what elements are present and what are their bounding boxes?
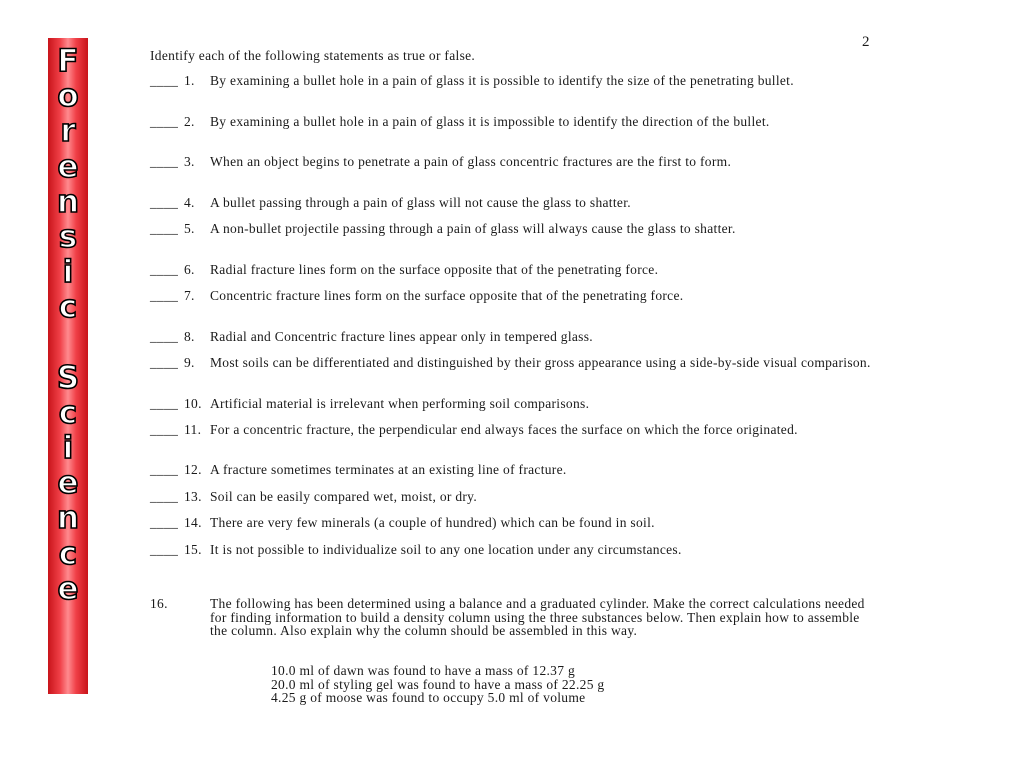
question-number: 14. (184, 515, 202, 530)
answer-blank[interactable]: ____ (150, 462, 179, 477)
question-item (150, 330, 880, 344)
question-text: The following has been determined using a balance and a graduated cylinder. Make the correct calculations needed for finding information to build a density column using the three substances below. Then explain how to assemble the column. Also explain why the column should be assembled in this way. (210, 596, 865, 638)
answer-blank[interactable]: ____ (150, 542, 179, 557)
question-item (150, 516, 880, 530)
banner-letter: e (57, 570, 79, 607)
question-number: 7. (184, 288, 195, 303)
question-text: By examining a bullet hole in a pain of glass it is possible to identify the size of the penetrating bullet. (210, 73, 794, 88)
question-text: Artificial material is irrelevant when performing soil comparisons. (210, 396, 590, 411)
question-number: 8. (184, 329, 195, 344)
question-text: It is not possible to individualize soil to any one location under any circumstances. (210, 542, 682, 557)
question-item (150, 222, 880, 236)
question-item (150, 115, 880, 129)
banner-letter: i (62, 430, 74, 467)
question-number: 2. (184, 114, 195, 129)
question-item (150, 263, 880, 277)
question-text: By examining a bullet hole in a pain of glass it is impossible to identify the direction of the bullet. (210, 114, 770, 129)
question-text: For a concentric fracture, the perpendicular end always faces the surface on which the force originated. (210, 422, 798, 437)
question-item (150, 196, 880, 210)
banner-letter: c (58, 289, 78, 326)
answer-blank[interactable]: ____ (150, 154, 179, 169)
banner-letter: e (57, 148, 79, 185)
banner-letter: c (58, 394, 78, 431)
question-item (150, 74, 880, 88)
instructions: Identify each of the following statements as true or false. (150, 48, 476, 63)
banner-letter: r (60, 113, 76, 150)
question-item (150, 356, 880, 370)
question-text: Most soils can be differentiated and distinguished by their gross appearance using a side-by-side visual comparison. (210, 355, 871, 370)
banner-letter: c (58, 535, 78, 572)
answer-blank[interactable]: ____ (150, 422, 179, 437)
question-item (150, 490, 880, 504)
question-text: A non-bullet projectile passing through a pain of glass will always cause the glass to shatter. (210, 221, 736, 236)
question-item (150, 463, 880, 477)
answer-blank[interactable]: ____ (150, 221, 179, 236)
answer-blank[interactable]: ____ (150, 489, 179, 504)
question-number: 3. (184, 154, 195, 169)
answer-blank[interactable]: ____ (150, 329, 179, 344)
question-number: 13. (184, 489, 202, 504)
question-item (150, 543, 880, 557)
measurement-line: 20.0 ml of styling gel was found to have a mass of 22.25 g (271, 676, 605, 692)
question-number: 12. (184, 462, 202, 477)
question-number: 10. (184, 396, 202, 411)
question-number: 4. (184, 195, 195, 210)
question-text: Radial and Concentric fracture lines appear only in tempered glass. (210, 329, 593, 344)
question-item (150, 397, 880, 411)
question-number: 15. (184, 542, 202, 557)
question-item (150, 155, 880, 169)
question-text: When an object begins to penetrate a pain of glass concentric fractures are the first to form. (210, 154, 732, 169)
question-number: 9. (184, 355, 195, 370)
question-number: 16. (150, 596, 168, 611)
banner-letter: i (62, 254, 74, 291)
banner-letter: s (58, 218, 78, 255)
forensic-science-banner (48, 38, 88, 694)
answer-blank[interactable]: ____ (150, 195, 179, 210)
question-item (150, 423, 880, 437)
answer-blank[interactable]: ____ (150, 396, 179, 411)
page-number: 2 (862, 34, 870, 50)
answer-blank[interactable]: ____ (150, 355, 179, 370)
question-number: 1. (184, 73, 195, 88)
question-number: 6. (184, 262, 195, 277)
question-text: Soil can be easily compared wet, moist, or dry. (210, 489, 478, 504)
question-text: A fracture sometimes terminates at an existing line of fracture. (210, 462, 567, 477)
question-text: Concentric fracture lines form on the surface opposite that of the penetrating force. (210, 288, 684, 303)
question-text: A bullet passing through a pain of glass will not cause the glass to shatter. (210, 195, 631, 210)
banner-letter: S (56, 359, 80, 396)
question-item (150, 289, 880, 303)
question-16 (150, 597, 880, 638)
banner-letter: e (57, 465, 79, 502)
banner-letter: o (57, 78, 79, 115)
question-text: There are very few minerals (a couple of hundred) which can be found in soil. (210, 515, 655, 530)
measurement-list (271, 664, 604, 705)
measurement-line: 4.25 g of moose was found to occupy 5.0 ml of volume (271, 690, 586, 705)
answer-blank[interactable]: ____ (150, 288, 179, 303)
answer-blank[interactable]: ____ (150, 515, 179, 530)
banner-letter: n (56, 183, 80, 220)
banner-letter: n (56, 500, 80, 537)
question-number: 5. (184, 221, 195, 236)
measurement-line: 10.0 ml of dawn was found to have a mass of 12.37 g (271, 663, 576, 678)
answer-blank[interactable]: ____ (150, 262, 179, 277)
question-text: Radial fracture lines form on the surface opposite that of the penetrating force. (210, 262, 659, 277)
answer-blank[interactable]: ____ (150, 73, 179, 88)
answer-blank[interactable]: ____ (150, 114, 179, 129)
question-number: 11. (184, 422, 202, 437)
banner-letter: F (57, 43, 79, 79)
